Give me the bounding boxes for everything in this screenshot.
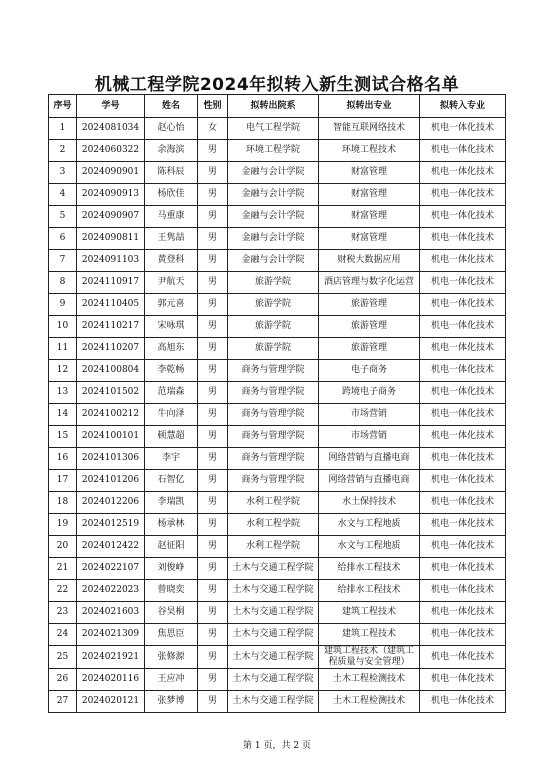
col-to-major-cell: 机电一体化技术 [420, 360, 506, 382]
col-gender-cell: 男 [198, 470, 228, 492]
table-row [49, 580, 506, 602]
col-from-school-cell: 环境工程学院 [228, 140, 319, 162]
col-from-major-cell: 水文与工程地质 [319, 514, 420, 536]
col-student-id-cell: 2024101502 [77, 382, 145, 404]
col-from-school-cell: 金融与会计学院 [228, 250, 319, 272]
col-name-cell: 尹航天 [145, 272, 198, 294]
col-from-school-cell: 金融与会计学院 [228, 184, 319, 206]
col-gender-cell: 男 [198, 536, 228, 558]
col-name-cell: 陈科辰 [145, 162, 198, 184]
table-row [49, 624, 506, 646]
col-from-major-cell: 跨境电子商务 [319, 382, 420, 404]
col-student-id-header: 学号 [77, 95, 145, 118]
col-from-major-cell: 网络营销与直播电商 [319, 448, 420, 470]
col-name-cell: 石智亿 [145, 470, 198, 492]
col-from-school-cell: 商务与管理学院 [228, 470, 319, 492]
col-gender-cell: 男 [198, 492, 228, 514]
col-to-major-cell: 机电一体化技术 [420, 316, 506, 338]
col-to-major-cell: 机电一体化技术 [420, 294, 506, 316]
col-name-header: 姓名 [145, 95, 198, 118]
col-student-id-cell: 2024012519 [77, 514, 145, 536]
col-index-cell: 22 [49, 580, 77, 602]
col-from-school-header: 拟转出院系 [228, 95, 319, 118]
col-to-major-cell: 机电一体化技术 [420, 140, 506, 162]
col-to-major-cell: 机电一体化技术 [420, 624, 506, 646]
col-index-cell: 24 [49, 624, 77, 646]
col-name-cell: 黄登科 [145, 250, 198, 272]
col-name-cell: 郭元喜 [145, 294, 198, 316]
table-row [49, 404, 506, 426]
col-to-major-cell: 机电一体化技术 [420, 691, 506, 713]
col-student-id-cell: 2024090907 [77, 206, 145, 228]
col-name-cell: 谷昊桐 [145, 602, 198, 624]
student-table [48, 94, 506, 713]
col-to-major-cell: 机电一体化技术 [420, 118, 506, 140]
table-row [49, 360, 506, 382]
col-student-id-cell: 2024100101 [77, 426, 145, 448]
table-row [49, 338, 506, 360]
col-index-cell: 17 [49, 470, 77, 492]
col-student-id-cell: 2024021921 [77, 646, 145, 669]
col-to-major-cell: 机电一体化技术 [420, 558, 506, 580]
col-name-cell: 赵征阳 [145, 536, 198, 558]
col-student-id-cell: 2024091103 [77, 250, 145, 272]
col-gender-cell: 男 [198, 338, 228, 360]
col-name-cell: 焦思臣 [145, 624, 198, 646]
col-from-school-cell: 金融与会计学院 [228, 206, 319, 228]
col-gender-cell: 男 [198, 360, 228, 382]
col-from-school-cell: 旅游学院 [228, 338, 319, 360]
col-index-cell: 21 [49, 558, 77, 580]
col-index-cell: 15 [49, 426, 77, 448]
table-row [49, 294, 506, 316]
col-index-header: 序号 [49, 95, 77, 118]
col-gender-cell: 男 [198, 404, 228, 426]
col-to-major-cell: 机电一体化技术 [420, 272, 506, 294]
col-index-cell: 4 [49, 184, 77, 206]
col-to-major-cell: 机电一体化技术 [420, 426, 506, 448]
col-from-major-cell: 给排水工程技术 [319, 558, 420, 580]
col-to-major-cell: 机电一体化技术 [420, 184, 506, 206]
col-from-major-cell: 旅游管理 [319, 294, 420, 316]
col-index-cell: 3 [49, 162, 77, 184]
col-student-id-cell: 2024020116 [77, 669, 145, 691]
col-index-cell: 26 [49, 669, 77, 691]
table-row [49, 514, 506, 536]
col-from-major-cell: 土木工程检测技术 [319, 669, 420, 691]
col-from-school-cell: 土木与交通工程学院 [228, 646, 319, 669]
col-from-major-cell: 财富管理 [319, 162, 420, 184]
col-to-major-cell: 机电一体化技术 [420, 669, 506, 691]
col-from-major-cell: 酒店管理与数字化运营 [319, 272, 420, 294]
col-index-cell: 13 [49, 382, 77, 404]
col-from-major-cell: 建筑工程技术 [319, 624, 420, 646]
col-from-major-cell: 建筑工程技术 [319, 602, 420, 624]
col-student-id-cell: 2024110207 [77, 338, 145, 360]
col-name-cell: 李瑞凯 [145, 492, 198, 514]
col-to-major-cell: 机电一体化技术 [420, 470, 506, 492]
col-from-school-cell: 金融与会计学院 [228, 228, 319, 250]
col-gender-cell: 男 [198, 162, 228, 184]
col-student-id-cell: 2024012422 [77, 536, 145, 558]
col-name-cell: 余海滨 [145, 140, 198, 162]
col-from-school-cell: 土木与交通工程学院 [228, 669, 319, 691]
table-row [49, 118, 506, 140]
col-from-major-cell: 财富管理 [319, 184, 420, 206]
col-name-cell: 杨承林 [145, 514, 198, 536]
table-row [49, 206, 506, 228]
col-index-cell: 10 [49, 316, 77, 338]
col-index-cell: 5 [49, 206, 77, 228]
col-to-major-cell: 机电一体化技术 [420, 228, 506, 250]
col-from-school-cell: 土木与交通工程学院 [228, 580, 319, 602]
col-to-major-cell: 机电一体化技术 [420, 206, 506, 228]
col-to-major-header: 拟转入专业 [420, 95, 506, 118]
col-from-school-cell: 商务与管理学院 [228, 448, 319, 470]
col-to-major-cell: 机电一体化技术 [420, 162, 506, 184]
col-gender-cell: 男 [198, 426, 228, 448]
table-row [49, 184, 506, 206]
col-gender-cell: 男 [198, 691, 228, 713]
table-row [49, 140, 506, 162]
col-to-major-cell: 机电一体化技术 [420, 492, 506, 514]
table-row [49, 492, 506, 514]
col-gender-cell: 男 [198, 669, 228, 691]
col-index-cell: 27 [49, 691, 77, 713]
table-row [49, 272, 506, 294]
col-from-major-cell: 土木工程检测技术 [319, 691, 420, 713]
col-student-id-cell: 2024101306 [77, 448, 145, 470]
col-from-major-cell: 水土保持技术 [319, 492, 420, 514]
table-header-row [49, 95, 506, 118]
table-row [49, 426, 506, 448]
col-gender-cell: 男 [198, 448, 228, 470]
col-index-cell: 19 [49, 514, 77, 536]
col-name-cell: 牛向泽 [145, 404, 198, 426]
col-name-cell: 范瑞森 [145, 382, 198, 404]
col-gender-cell: 男 [198, 382, 228, 404]
col-to-major-cell: 机电一体化技术 [420, 250, 506, 272]
col-from-major-cell: 财富管理 [319, 228, 420, 250]
page-footer: 第 1 页，共 2 页 [243, 741, 311, 751]
col-from-school-cell: 土木与交通工程学院 [228, 602, 319, 624]
col-from-major-cell: 市场营销 [319, 426, 420, 448]
col-from-school-cell: 土木与交通工程学院 [228, 558, 319, 580]
table-row [49, 536, 506, 558]
col-index-cell: 9 [49, 294, 77, 316]
table-row [49, 162, 506, 184]
col-student-id-cell: 2024110217 [77, 316, 145, 338]
col-from-major-header: 拟转出专业 [319, 95, 420, 118]
col-index-cell: 16 [49, 448, 77, 470]
col-student-id-cell: 2024020121 [77, 691, 145, 713]
col-name-cell: 张修源 [145, 646, 198, 669]
col-name-cell: 马重康 [145, 206, 198, 228]
col-name-cell: 高旭东 [145, 338, 198, 360]
col-gender-cell: 男 [198, 316, 228, 338]
col-from-school-cell: 旅游学院 [228, 316, 319, 338]
col-to-major-cell: 机电一体化技术 [420, 382, 506, 404]
col-from-major-cell: 智能互联网络技术 [319, 118, 420, 140]
col-index-cell: 2 [49, 140, 77, 162]
col-name-cell: 杨欣佳 [145, 184, 198, 206]
col-student-id-cell: 2024081034 [77, 118, 145, 140]
col-index-cell: 6 [49, 228, 77, 250]
table-row [49, 316, 506, 338]
col-from-school-cell: 土木与交通工程学院 [228, 691, 319, 713]
col-name-cell: 李宇 [145, 448, 198, 470]
col-from-school-cell: 商务与管理学院 [228, 360, 319, 382]
col-gender-cell: 男 [198, 602, 228, 624]
col-student-id-cell: 2024100212 [77, 404, 145, 426]
col-index-cell: 20 [49, 536, 77, 558]
table-row [49, 228, 506, 250]
col-student-id-cell: 2024110917 [77, 272, 145, 294]
col-from-school-cell: 土木与交通工程学院 [228, 624, 319, 646]
col-from-school-cell: 旅游学院 [228, 294, 319, 316]
col-gender-cell: 男 [198, 624, 228, 646]
col-gender-cell: 男 [198, 580, 228, 602]
col-gender-header: 性别 [198, 95, 228, 118]
col-from-major-cell: 水文与工程地质 [319, 536, 420, 558]
col-to-major-cell: 机电一体化技术 [420, 580, 506, 602]
col-from-major-cell: 市场营销 [319, 404, 420, 426]
col-from-school-cell: 水利工程学院 [228, 492, 319, 514]
col-index-cell: 23 [49, 602, 77, 624]
col-name-cell: 刘俊峥 [145, 558, 198, 580]
col-name-cell: 王应冲 [145, 669, 198, 691]
col-index-cell: 14 [49, 404, 77, 426]
col-to-major-cell: 机电一体化技术 [420, 536, 506, 558]
table-row [49, 470, 506, 492]
col-student-id-cell: 2024021309 [77, 624, 145, 646]
col-from-major-cell: 给排水工程技术 [319, 580, 420, 602]
col-student-id-cell: 2024101206 [77, 470, 145, 492]
col-to-major-cell: 机电一体化技术 [420, 602, 506, 624]
col-index-cell: 12 [49, 360, 77, 382]
col-student-id-cell: 2024090901 [77, 162, 145, 184]
col-student-id-cell: 2024110405 [77, 294, 145, 316]
col-from-major-cell: 财税大数据应用 [319, 250, 420, 272]
col-from-major-cell: 电子商务 [319, 360, 420, 382]
col-from-school-cell: 商务与管理学院 [228, 404, 319, 426]
table-row [49, 448, 506, 470]
col-gender-cell: 男 [198, 514, 228, 536]
col-student-id-cell: 2024090811 [77, 228, 145, 250]
col-gender-cell: 男 [198, 184, 228, 206]
col-gender-cell: 男 [198, 228, 228, 250]
col-from-major-cell: 财富管理 [319, 206, 420, 228]
col-index-cell: 7 [49, 250, 77, 272]
table-body [49, 118, 506, 713]
col-gender-cell: 女 [198, 118, 228, 140]
col-from-major-cell: 建筑工程技术（建筑工程质量与安全管理） [319, 646, 420, 669]
col-name-cell: 李乾畅 [145, 360, 198, 382]
col-gender-cell: 男 [198, 140, 228, 162]
col-from-major-cell: 环境工程技术 [319, 140, 420, 162]
col-name-cell: 曾晓奕 [145, 580, 198, 602]
col-from-school-cell: 电气工程学院 [228, 118, 319, 140]
col-from-school-cell: 商务与管理学院 [228, 426, 319, 448]
table-row [49, 646, 506, 669]
col-to-major-cell: 机电一体化技术 [420, 514, 506, 536]
col-index-cell: 18 [49, 492, 77, 514]
col-to-major-cell: 机电一体化技术 [420, 404, 506, 426]
col-name-cell: 王隽喆 [145, 228, 198, 250]
col-student-id-cell: 2024022107 [77, 558, 145, 580]
table-row [49, 382, 506, 404]
col-to-major-cell: 机电一体化技术 [420, 338, 506, 360]
col-from-school-cell: 旅游学院 [228, 272, 319, 294]
col-student-id-cell: 2024060322 [77, 140, 145, 162]
document-title: 机械工程学院2024年拟转入新生测试合格名单 [94, 75, 460, 95]
col-to-major-cell: 机电一体化技术 [420, 646, 506, 669]
col-gender-cell: 男 [198, 272, 228, 294]
col-index-cell: 8 [49, 272, 77, 294]
table-row [49, 250, 506, 272]
col-gender-cell: 男 [198, 294, 228, 316]
col-name-cell: 张梦博 [145, 691, 198, 713]
table-row [49, 602, 506, 624]
col-from-school-cell: 水利工程学院 [228, 536, 319, 558]
col-student-id-cell: 2024021603 [77, 602, 145, 624]
col-index-cell: 1 [49, 118, 77, 140]
col-index-cell: 25 [49, 646, 77, 669]
col-student-id-cell: 2024090913 [77, 184, 145, 206]
table-row [49, 558, 506, 580]
col-student-id-cell: 2024012206 [77, 492, 145, 514]
col-name-cell: 赵心怡 [145, 118, 198, 140]
table-row [49, 669, 506, 691]
col-gender-cell: 男 [198, 206, 228, 228]
col-from-school-cell: 商务与管理学院 [228, 382, 319, 404]
col-name-cell: 宋咏琪 [145, 316, 198, 338]
col-gender-cell: 男 [198, 250, 228, 272]
col-student-id-cell: 2024100804 [77, 360, 145, 382]
col-student-id-cell: 2024022023 [77, 580, 145, 602]
col-gender-cell: 男 [198, 558, 228, 580]
col-from-school-cell: 水利工程学院 [228, 514, 319, 536]
col-from-major-cell: 网络营销与直播电商 [319, 470, 420, 492]
col-name-cell: 顿慧超 [145, 426, 198, 448]
col-gender-cell: 男 [198, 646, 228, 669]
col-to-major-cell: 机电一体化技术 [420, 448, 506, 470]
col-index-cell: 11 [49, 338, 77, 360]
col-from-major-cell: 旅游管理 [319, 316, 420, 338]
col-from-school-cell: 金融与会计学院 [228, 162, 319, 184]
table-row [49, 691, 506, 713]
col-from-major-cell: 旅游管理 [319, 338, 420, 360]
